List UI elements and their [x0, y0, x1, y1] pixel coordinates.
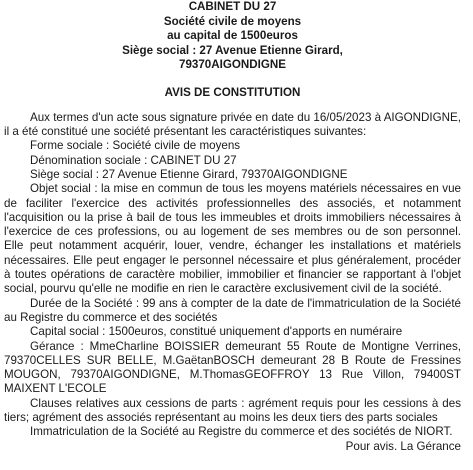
signature: Pour avis. La Gérance: [345, 439, 461, 453]
capital-social: Capital social : 1500euros, constitué uniquement d'apports en numéraire: [30, 325, 403, 339]
company-city: 79370AIGONDIGNE: [179, 58, 286, 71]
company-address: Siège social : 27 Avenue Etienne Girard,: [122, 43, 343, 57]
objet-social: Objet social : la mise en commun de tous les moyens matériels nécessaires en vue de faciliter l'exercice des activités professionnelles des associés, et notamment l'acquisition ou la prise à bail de tous les immeubles et droits immobiliers nécessaires à l'exercice de ces professions, ou au logement de ses membres ou de son personnel. Elle peut notamment acquérir, louer, vendre, échanger les installations et matériels nécessaires. Elle peut engager le personnel nécessaire et plus généralement, procéder à toutes opérations de caractère mobilier, immobilier et financier se rapportant à l'objet social, pourvu qu'elle ne modifie en rien le caractère exclusivement civil de la société.: [4, 182, 461, 296]
company-form: Société civile de moyens: [163, 14, 302, 28]
siege-social: Siège social : 27 Avenue Etienne Girard, 79370AIGONDIGNE: [30, 167, 348, 181]
company-capital: au capital de 1500euros: [167, 29, 298, 42]
immatriculation: Immatriculation de la Société au Registre du commerce et des sociétés de NIORT.: [30, 425, 453, 439]
notice-title: AVIS DE CONSTITUTION: [164, 85, 301, 99]
duree-societe: Durée de la Société : 99 ans à compter de la date de l'immatriculation de la Société au Registre du commerce et des sociétés: [4, 296, 461, 324]
forme-sociale: Forme sociale : Société civile de moyens: [30, 139, 241, 153]
denomination-sociale: Dénomination sociale : CABINET DU 27: [30, 153, 237, 167]
company-name: CABINET DU 27: [188, 0, 277, 13]
intro-paragraph: Aux termes d'un acte sous signature privée en date du 16/05/2023 à AIGONDIGNE, il a été constitué une société présentant les caractéristiques suivantes:: [4, 110, 461, 139]
cessions-parts: Clauses relatives aux cessions de parts : agrément requis pour les cessions à des tiers; agrément des associés représentant au moins les deux tiers des parts sociales: [4, 396, 461, 425]
notice-header: [4, 0, 461, 73]
gerance: Gérance : MmeCharline BOISSIER demeurant 55 Route de Montigne Verrines, 79370CELLES SUR BELLE, M.GaëtanBOSCH demeurant 28 B Route de Fressines MOUGON, 79370AIGONDIGNE, M.ThomasGEOFFROY 13 Rue Villon, 79400ST MAIXENT L'ECOLE: [4, 339, 461, 396]
